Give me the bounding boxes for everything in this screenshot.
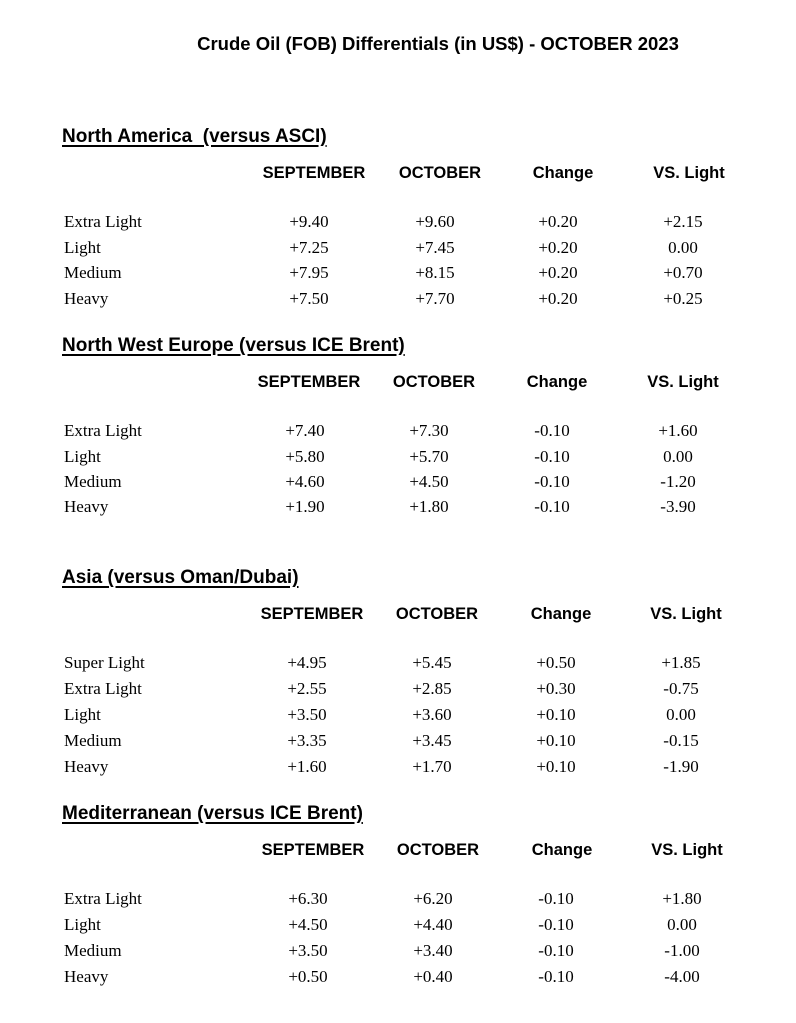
change-value: +0.20 [538, 212, 578, 231]
column-header-october: OCTOBER [396, 841, 480, 859]
september-value: +1.90 [285, 497, 325, 516]
october-value: +7.30 [409, 421, 449, 440]
table-row [0, 679, 796, 703]
vs-light-value: 0.00 [667, 915, 697, 934]
column-header-october: OCTOBER [392, 373, 476, 391]
column-header-change: Change [531, 841, 593, 859]
change-value: +0.10 [536, 731, 576, 750]
change-value: +0.30 [536, 679, 576, 698]
september-value: +9.40 [289, 212, 329, 231]
september-value: +6.30 [288, 889, 328, 908]
october-value: +3.60 [412, 705, 452, 724]
change-value: -0.10 [538, 889, 574, 908]
table-row [0, 757, 796, 781]
october-value: +1.70 [412, 757, 452, 776]
change-value: +0.20 [538, 263, 578, 282]
vs-light-value: +0.70 [663, 263, 703, 282]
september-value: +4.50 [288, 915, 328, 934]
vs-light-value: +0.25 [663, 289, 703, 308]
october-value: +6.20 [413, 889, 453, 908]
row-label: Medium [64, 472, 122, 491]
row-label: Super Light [64, 653, 145, 672]
column-header-vs-light: VS. Light [650, 605, 722, 623]
october-value: +8.15 [415, 263, 455, 282]
table-row [0, 731, 796, 755]
column-header-change: Change [530, 605, 592, 623]
row-label: Extra Light [64, 889, 142, 908]
section-title: North West Europe (versus ICE Brent) [62, 335, 405, 356]
row-label: Heavy [64, 289, 109, 308]
october-value: +4.50 [409, 472, 449, 491]
row-label: Extra Light [64, 679, 142, 698]
change-value: -0.10 [534, 447, 570, 466]
october-value: +1.80 [409, 497, 449, 516]
table-row [0, 472, 796, 496]
vs-light-value: -1.20 [660, 472, 696, 491]
table-row [0, 653, 796, 677]
september-value: +0.50 [288, 967, 328, 986]
october-value: +3.45 [412, 731, 452, 750]
table-row [0, 289, 796, 313]
change-value: -0.10 [534, 421, 570, 440]
vs-light-value: -0.15 [663, 731, 699, 750]
vs-light-value: +1.85 [661, 653, 701, 672]
october-value: +5.45 [412, 653, 452, 672]
september-value: +2.55 [287, 679, 327, 698]
row-label: Light [64, 705, 101, 724]
vs-light-value: -0.75 [663, 679, 699, 698]
vs-light-value: +1.60 [658, 421, 698, 440]
change-value: -0.10 [538, 915, 574, 934]
september-value: +7.25 [289, 238, 329, 257]
row-label: Medium [64, 263, 122, 282]
section-title: North America (versus ASCI) [62, 126, 327, 147]
vs-light-value: 0.00 [663, 447, 693, 466]
table-row [0, 212, 796, 236]
table-row [0, 915, 796, 939]
column-header-change: Change [526, 373, 588, 391]
september-value: +3.50 [288, 941, 328, 960]
vs-light-value: +1.80 [662, 889, 702, 908]
change-value: -0.10 [534, 472, 570, 491]
row-label: Extra Light [64, 212, 142, 231]
table-row [0, 705, 796, 729]
column-header-vs-light: VS. Light [653, 164, 725, 182]
september-value: +5.80 [285, 447, 325, 466]
row-label: Extra Light [64, 421, 142, 440]
row-label: Light [64, 915, 101, 934]
september-value: +4.95 [287, 653, 327, 672]
october-value: +7.45 [415, 238, 455, 257]
september-value: +3.35 [287, 731, 327, 750]
october-value: +4.40 [413, 915, 453, 934]
section-title: Asia (versus Oman/Dubai) [62, 567, 299, 588]
vs-light-value: -1.90 [663, 757, 699, 776]
column-header-vs-light: VS. Light [651, 841, 723, 859]
vs-light-value: -3.90 [660, 497, 696, 516]
column-header-change: Change [532, 164, 594, 182]
october-value: +0.40 [413, 967, 453, 986]
row-label: Heavy [64, 967, 109, 986]
row-label: Heavy [64, 757, 109, 776]
table-row [0, 263, 796, 287]
october-value: +5.70 [409, 447, 449, 466]
column-header-october: OCTOBER [395, 605, 479, 623]
change-value: -0.10 [538, 967, 574, 986]
column-header-september: SEPTEMBER [261, 841, 365, 859]
row-label: Medium [64, 731, 122, 750]
vs-light-value: +2.15 [663, 212, 703, 231]
september-value: +1.60 [287, 757, 327, 776]
vs-light-value: -1.00 [664, 941, 700, 960]
column-header-september: SEPTEMBER [262, 164, 366, 182]
september-value: +4.60 [285, 472, 325, 491]
row-label: Light [64, 447, 101, 466]
table-row [0, 447, 796, 471]
change-value: -0.10 [534, 497, 570, 516]
table-row [0, 497, 796, 521]
column-header-vs-light: VS. Light [647, 373, 719, 391]
change-value: -0.10 [538, 941, 574, 960]
september-value: +7.50 [289, 289, 329, 308]
october-value: +7.70 [415, 289, 455, 308]
table-row [0, 421, 796, 445]
page-title: Crude Oil (FOB) Differentials (in US$) - OCTOBER 2023 [197, 33, 679, 54]
table-row [0, 889, 796, 913]
table-row [0, 967, 796, 991]
row-label: Medium [64, 941, 122, 960]
october-value: +3.40 [413, 941, 453, 960]
vs-light-value: 0.00 [668, 238, 698, 257]
column-header-september: SEPTEMBER [260, 605, 364, 623]
column-header-october: OCTOBER [398, 164, 482, 182]
row-label: Heavy [64, 497, 109, 516]
vs-light-value: 0.00 [666, 705, 696, 724]
change-value: +0.20 [538, 238, 578, 257]
change-value: +0.20 [538, 289, 578, 308]
change-value: +0.10 [536, 757, 576, 776]
column-header-september: SEPTEMBER [257, 373, 361, 391]
october-value: +2.85 [412, 679, 452, 698]
change-value: +0.10 [536, 705, 576, 724]
change-value: +0.50 [536, 653, 576, 672]
row-label: Light [64, 238, 101, 257]
vs-light-value: -4.00 [664, 967, 700, 986]
table-row [0, 941, 796, 965]
section-title: Mediterranean (versus ICE Brent) [62, 803, 363, 824]
september-value: +3.50 [287, 705, 327, 724]
september-value: +7.40 [285, 421, 325, 440]
october-value: +9.60 [415, 212, 455, 231]
september-value: +7.95 [289, 263, 329, 282]
table-row [0, 238, 796, 262]
